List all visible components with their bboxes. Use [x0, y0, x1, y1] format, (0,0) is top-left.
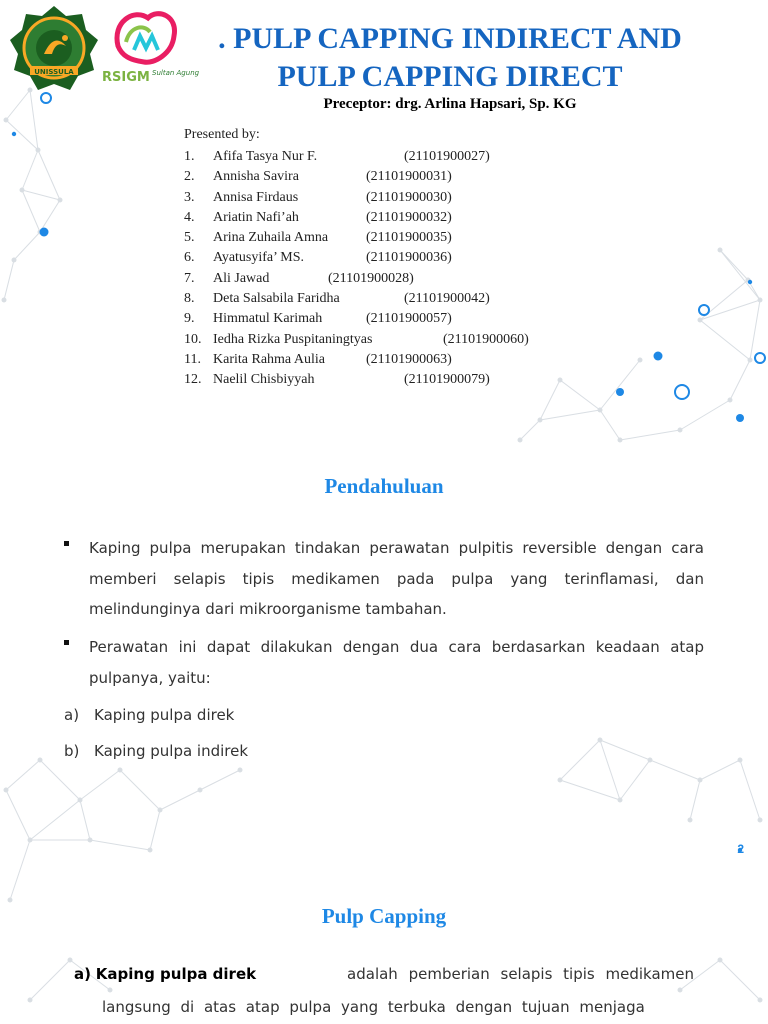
member-number: 6. [184, 250, 195, 266]
member-name: Deta Salsabila Faridha [213, 291, 340, 307]
list-text: Kaping pulpa indirek [94, 742, 249, 760]
title-bullet-dot: . [218, 22, 226, 55]
line1-rest: adalah pemberian selapis tipis medikamen [347, 965, 694, 983]
presented-by-label: Presented by: [184, 127, 260, 142]
member-student-id: (21101900063) [366, 351, 452, 367]
paragraph-line-1 [74, 958, 694, 991]
member-student-id: (21101900032) [366, 209, 452, 225]
pulp-capping-slide [0, 870, 768, 1024]
intro-slide [0, 430, 768, 870]
member-name: Arina Zuhaila Amna [213, 230, 329, 246]
member-name: Annisa Firdaus [213, 189, 299, 205]
member-name: Ariatin Nafi’ah [213, 209, 299, 225]
member-number: 4. [184, 209, 195, 225]
member-row [184, 208, 604, 228]
bullet-text-1: Kaping pulpa merupakan tindakan perawatan pulpitis reversible dengan cara memberi selapis tipis medikamen pada pulpa yang terinflamasi, dan melindunginya dari mikroorganisme tambahan. [89, 539, 704, 618]
member-name: Karita Rahma Aulia [213, 351, 325, 367]
rsigm-logo-subtext: Sultan Agung [152, 69, 200, 77]
member-number: 2. [184, 169, 195, 185]
member-number: 8. [184, 291, 195, 307]
list-text: Kaping pulpa direk [94, 706, 235, 724]
member-name: Ali Jawad [213, 270, 270, 286]
member-name: Himmatul Karimah [213, 311, 323, 327]
member-student-id: (21101900035) [366, 230, 452, 246]
member-name: Iedha Rizka Puspitaningtyas [213, 331, 373, 347]
member-row [184, 228, 604, 248]
member-student-id: (21101900060) [443, 331, 529, 347]
member-student-id: (21101900079) [404, 372, 490, 388]
title-line-2: PULP CAPPING DIRECT [277, 60, 623, 93]
member-row [184, 188, 604, 208]
section-heading-pulp-capping: Pulp Capping [321, 904, 447, 928]
member-row [184, 309, 604, 329]
bullet-item [64, 533, 704, 625]
list-label: a) [64, 706, 80, 724]
square-bullet-icon [64, 640, 69, 645]
bullet-text-2: Perawatan ini dapat dilakukan dengan dua cara berdasarkan keadaan atap pulpanya, yaitu: [89, 638, 704, 687]
member-number: 5. [184, 230, 195, 246]
pulp-capping-paragraph [74, 958, 694, 1024]
svg-text:UNISSULA: UNISSULA [34, 68, 74, 76]
member-row [184, 330, 604, 350]
member-row [184, 370, 604, 390]
member-student-id: (21101900031) [366, 169, 452, 185]
preceptor-line: Preceptor: drg. Arlina Hapsari, Sp. KG [323, 96, 577, 112]
member-row [184, 167, 604, 187]
members-list [184, 147, 604, 391]
member-student-id: (21101900027) [404, 149, 490, 164]
member-number: 9. [184, 311, 195, 327]
member-row [184, 350, 604, 370]
member-student-id: (21101900057) [366, 311, 452, 327]
rsigm-logo-text: RSIGM [102, 70, 150, 85]
list-item-a [64, 704, 234, 726]
page-title [190, 20, 710, 96]
member-student-id: (21101900028) [328, 270, 414, 286]
page-number: 2 [737, 842, 744, 856]
member-number: 1. [184, 149, 195, 164]
member-name: Annisha Savira [213, 169, 299, 185]
member-student-id: (21101900030) [366, 189, 452, 205]
member-name: Naelil Chisbiyyah [213, 372, 315, 388]
member-number: 11. [184, 351, 201, 367]
section-heading-pendahuluan: Pendahuluan [324, 474, 444, 498]
member-student-id: (21101900036) [366, 250, 452, 266]
member-row [184, 289, 604, 309]
member-number: 10. [184, 331, 202, 347]
list-label: b) [64, 742, 80, 760]
square-bullet-icon [64, 541, 69, 546]
item-label: a) [74, 965, 91, 983]
bullet-item [64, 632, 704, 693]
member-name: Ayatusyifa’ MS. [213, 250, 304, 266]
member-row [184, 248, 604, 268]
member-student-id: (21101900042) [404, 291, 490, 307]
member-row [184, 147, 604, 167]
title-slide [0, 0, 768, 430]
title-line-1: PULP CAPPING INDIRECT AND [233, 22, 682, 55]
paragraph-line-2: langsung di atas atap pulpa yang terbuka dengan tujuan menjaga [102, 998, 645, 1016]
list-item-b [64, 740, 248, 762]
member-number: 3. [184, 189, 195, 205]
member-row [184, 269, 604, 289]
member-name: Afifa Tasya Nur F. [213, 149, 318, 164]
unissula-logo [8, 4, 100, 94]
term-bold: Kaping pulpa direk [95, 965, 257, 983]
member-number: 7. [184, 270, 195, 286]
member-number: 12. [184, 372, 202, 388]
